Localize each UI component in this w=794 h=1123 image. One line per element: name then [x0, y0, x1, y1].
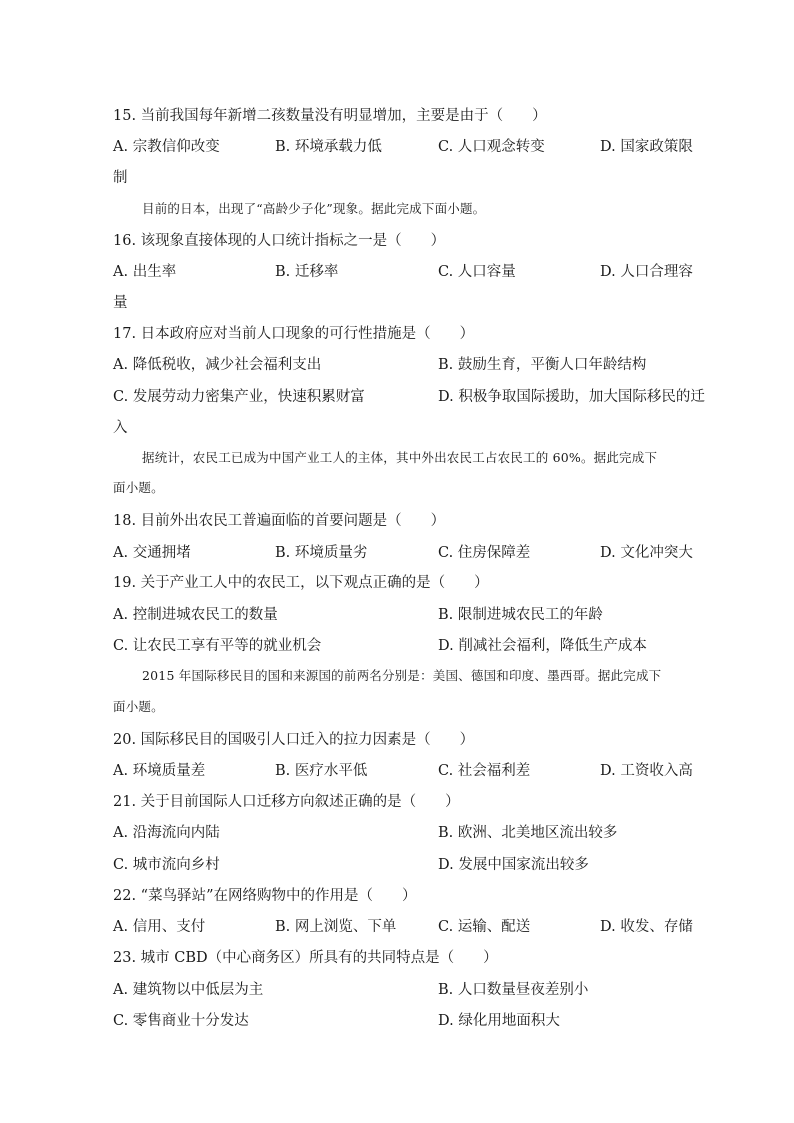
intro-japan: 目前的日本，出现了“高龄少子化”现象。据此完成下面小题。 — [142, 201, 486, 216]
question-16-option-d: D. 人口合理容 — [600, 264, 693, 280]
question-23-stem: 23. 城市 CBD（中心商务区）所具有的共同特点是（ ） — [113, 950, 498, 966]
question-19-option-a: A. 控制进城农民工的数量 — [113, 607, 278, 623]
question-15-option-c: C. 人口观念转变 — [438, 139, 545, 155]
question-21-option-d: D. 发展中国家流出较多 — [438, 857, 589, 873]
question-17-option-a: A. 降低税收，减少社会福利支出 — [113, 357, 322, 373]
question-16-option-b: B. 迁移率 — [275, 264, 339, 280]
intro-intl-line1: 2015 年国际移民目的国和来源国的前两名分别是：美国、德国和印度、墨西哥。据此完成下 — [142, 668, 662, 683]
question-17-option-d: D. 积极争取国际援助，加大国际移民的迁 — [438, 389, 705, 405]
question-15-option-b: B. 环境承载力低 — [275, 139, 382, 155]
question-23-option-d: D. 绿化用地面积大 — [438, 1013, 560, 1029]
question-16-option-c: C. 人口容量 — [438, 264, 516, 280]
question-19-option-d: D. 削减社会福利，降低生产成本 — [438, 638, 647, 654]
question-22-option-b: B. 网上浏览、下单 — [275, 919, 397, 935]
intro-migrant-line1: 据统计，农民工已成为中国产业工人的主体，其中外出农民工占农民工的 60%。据此完成下 — [142, 450, 658, 465]
question-17-option-c: C. 发展劳动力密集产业，快速积累财富 — [113, 389, 365, 405]
question-23-option-a: A. 建筑物以中低层为主 — [113, 982, 264, 998]
question-16-option-a: A. 出生率 — [113, 264, 177, 280]
question-15-option-a: A. 宗教信仰改变 — [113, 139, 220, 155]
question-22-option-c: C. 运输、配送 — [438, 919, 531, 935]
question-21-option-b: B. 欧洲、北美地区流出较多 — [438, 825, 618, 841]
question-15-option-d-wrap: 制 — [113, 170, 128, 186]
question-23-option-b: B. 人口数量昼夜差别小 — [438, 982, 589, 998]
question-16-option-d-wrap: 量 — [113, 295, 128, 311]
question-15-stem: 15. 当前我国每年新增二孩数量没有明显增加，主要是由于（ ） — [113, 108, 547, 124]
question-20-option-a: A. 环境质量差 — [113, 763, 206, 779]
question-20-option-c: C. 社会福利差 — [438, 763, 531, 779]
question-21-option-c: C. 城市流向乡村 — [113, 857, 220, 873]
question-18-option-c: C. 住房保障差 — [438, 545, 531, 561]
question-17-stem: 17. 日本政府应对当前人口现象的可行性措施是（ ） — [113, 326, 475, 342]
question-15-option-d: D. 国家政策限 — [600, 139, 693, 155]
question-23-option-c: C. 零售商业十分发达 — [113, 1013, 249, 1029]
question-22-option-a: A. 信用、支付 — [113, 919, 206, 935]
question-22-option-d: D. 收发、存储 — [600, 919, 693, 935]
question-19-option-b: B. 限制进城农民工的年龄 — [438, 607, 603, 623]
question-16-stem: 16. 该现象直接体现的人口统计指标之一是（ ） — [113, 233, 446, 249]
question-20-option-b: B. 医疗水平低 — [275, 763, 368, 779]
intro-migrant-line2: 面小题。 — [113, 480, 164, 495]
question-21-stem: 21. 关于目前国际人口迁移方向叙述正确的是（ ） — [113, 794, 460, 810]
question-18-option-d: D. 文化冲突大 — [600, 545, 693, 561]
intro-intl-line2: 面小题。 — [113, 699, 164, 714]
question-18-option-a: A. 交通拥堵 — [113, 545, 191, 561]
question-20-option-d: D. 工资收入高 — [600, 763, 693, 779]
question-17-option-b: B. 鼓励生育，平衡人口年龄结构 — [438, 357, 647, 373]
question-21-option-a: A. 沿海流向内陆 — [113, 825, 220, 841]
question-20-stem: 20. 国际移民目的国吸引人口迁入的拉力因素是（ ） — [113, 732, 475, 748]
question-22-stem: 22. “菜鸟驿站”在网络购物中的作用是（ ） — [113, 888, 417, 904]
question-18-stem: 18. 目前外出农民工普遍面临的首要问题是（ ） — [113, 513, 446, 529]
question-17-option-d-wrap: 入 — [113, 420, 128, 436]
question-18-option-b: B. 环境质量劣 — [275, 545, 368, 561]
question-19-stem: 19. 关于产业工人中的农民工，以下观点正确的是（ ） — [113, 575, 489, 591]
question-19-option-c: C. 让农民工享有平等的就业机会 — [113, 638, 322, 654]
